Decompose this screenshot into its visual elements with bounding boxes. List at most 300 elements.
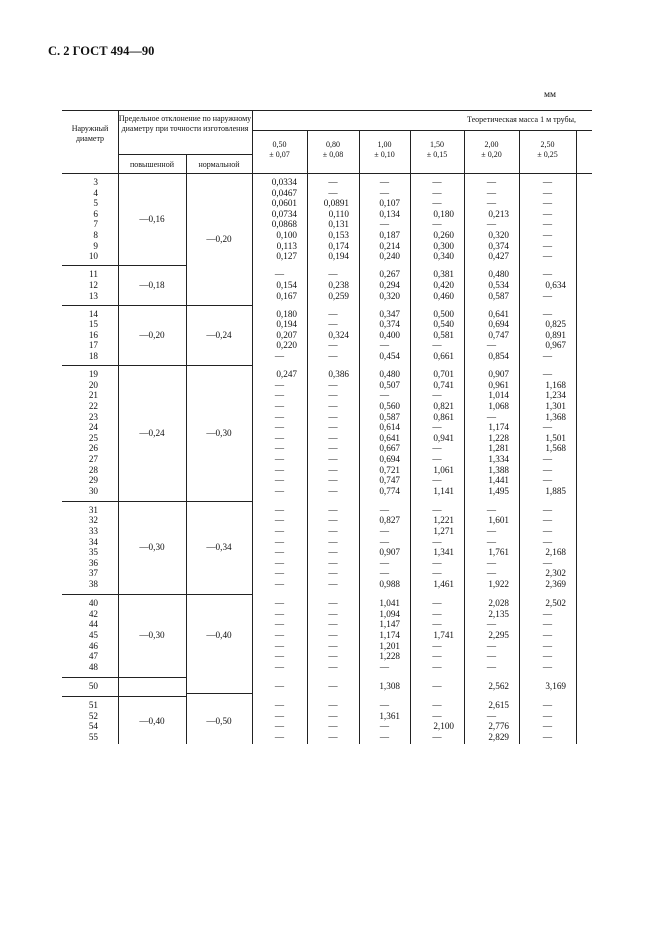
mass-value: 0,381 — [433, 269, 454, 280]
mass-value: — — [542, 629, 553, 640]
mass-value: — — [328, 557, 338, 568]
mass-value: — — [328, 475, 338, 486]
mass-value: — — [328, 453, 338, 464]
mass-value: 0,861 — [433, 411, 454, 422]
mass-value: — — [274, 411, 285, 422]
mass-value: — — [542, 290, 553, 301]
mass-value: — — [432, 651, 442, 662]
mass-value: 0,460 — [433, 290, 454, 301]
mass-value: 0,634 — [545, 279, 566, 290]
mass-value: 0,694 — [379, 453, 400, 464]
mass-value: — — [379, 661, 390, 672]
mass-value: — — [328, 187, 338, 198]
mass-value: — — [542, 230, 553, 240]
mass-value: — — [379, 568, 390, 579]
mass-value: — — [542, 251, 553, 262]
col-deviation-header: Предельное отклонение по наружному диаметру при точности изготовления — [118, 114, 252, 133]
dev-high-value: —0,30 — [139, 630, 165, 641]
mass-value: 0,320 — [379, 290, 400, 301]
mass-value: — — [274, 536, 285, 547]
mass-value: — — [328, 629, 338, 640]
mass-value: 3,169 — [545, 680, 566, 691]
outer-diameter-value: 21 — [88, 390, 98, 401]
outer-diameter-value: 32 — [88, 515, 98, 526]
table-top-rule — [62, 110, 592, 111]
mass-value: 0,0467 — [271, 187, 297, 198]
mass-value: — — [542, 661, 553, 672]
outer-diameter-value: 25 — [88, 432, 98, 443]
mass-value: — — [486, 710, 497, 721]
mass-value: — — [542, 721, 553, 732]
mass-value: 1,885 — [545, 485, 566, 496]
body-vline — [576, 173, 577, 744]
mass-value: — — [379, 721, 390, 732]
mass-value: 0,741 — [433, 379, 454, 390]
mass-value: — — [542, 699, 553, 710]
mass-value: — — [328, 619, 338, 630]
mass-value: 2,135 — [488, 608, 509, 619]
mass-value: — — [432, 710, 442, 721]
mass-value: — — [328, 731, 338, 742]
mass-value: — — [432, 453, 442, 464]
mass-value: 0,0891 — [323, 198, 349, 209]
group-separator — [62, 677, 186, 678]
mass-value: 0,324 — [328, 329, 349, 340]
mass-value: — — [432, 598, 442, 609]
mass-value: 0,854 — [488, 351, 509, 361]
group-separator — [62, 305, 186, 306]
mass-value: 0,907 — [488, 369, 509, 380]
mass-value: 0,0334 — [271, 177, 297, 187]
mass-value: — — [328, 526, 338, 536]
mass-value: 0,220 — [276, 340, 297, 351]
mass-value: 0,400 — [379, 329, 400, 340]
mass-value: — — [486, 640, 497, 651]
mass-value: 1,334 — [488, 453, 509, 464]
mass-value: — — [328, 721, 338, 732]
mass-value: 1,174 — [488, 422, 509, 433]
outer-diameter-value: 22 — [88, 400, 98, 411]
wall-thickness-label: 0,80 — [326, 140, 340, 149]
mass-value: — — [542, 351, 553, 361]
mass-value: 0,194 — [328, 251, 349, 262]
mass-value: 1,461 — [433, 579, 454, 589]
mass-value: 0,747 — [379, 475, 400, 486]
mass-value: 1,281 — [488, 443, 509, 454]
mass-value: — — [379, 219, 390, 230]
mass-value: 0,560 — [379, 400, 400, 411]
mass-value: — — [328, 390, 338, 401]
mass-value: 0,420 — [433, 279, 454, 290]
wall-thickness-label: 1,00 — [377, 140, 392, 149]
mass-value: 1,361 — [379, 710, 400, 721]
mass-value: — — [328, 351, 338, 361]
outer-diameter-value: 4 — [93, 187, 98, 198]
mass-value: 2,302 — [545, 568, 566, 579]
mass-value: 0,907 — [379, 547, 400, 558]
mass-value: — — [328, 568, 338, 579]
mass-value: — — [542, 187, 553, 198]
mass-value: — — [274, 640, 285, 651]
col-dev-high-header: повышенной — [130, 160, 174, 169]
mass-value: 2,829 — [488, 731, 509, 742]
mass-value: 0,259 — [328, 290, 349, 301]
mass-value: — — [274, 485, 285, 496]
mass-value: 1,041 — [379, 598, 400, 609]
mass-value: 1,271 — [433, 526, 454, 536]
mass-value: 0,587 — [488, 290, 509, 301]
mass-value: 0,0868 — [271, 219, 297, 230]
mass-value: 0,454 — [379, 351, 400, 361]
mass-value: — — [274, 269, 285, 280]
mass-value: — — [328, 319, 338, 330]
dev-high-value: —0,24 — [139, 427, 165, 438]
mass-value: 2,028 — [488, 598, 509, 609]
mass-value: 0,427 — [488, 251, 509, 262]
mass-value: 0,347 — [379, 308, 400, 319]
outer-diameter-value: 55 — [88, 731, 98, 742]
mass-value: 2,369 — [545, 579, 566, 589]
mass-value: — — [274, 699, 285, 710]
mass-value: 0,180 — [433, 208, 454, 219]
mass-value: 2,562 — [488, 680, 509, 691]
mass-value: — — [328, 579, 338, 589]
mass-value: 1,741 — [433, 629, 454, 640]
mass-value: 2,100 — [433, 721, 454, 732]
mass-value: — — [432, 731, 442, 742]
dev-high-value: —0,20 — [139, 330, 165, 341]
outer-diameter-value: 18 — [88, 351, 98, 361]
outer-diameter-value: 23 — [88, 411, 98, 422]
mass-value: 0,661 — [433, 351, 454, 361]
outer-diameter-value: 44 — [88, 619, 98, 630]
mass-value: 1,301 — [545, 400, 566, 411]
mass-value: 0,480 — [488, 269, 509, 280]
wall-thickness-label: 2,00 — [484, 140, 499, 149]
mass-value: — — [542, 619, 553, 630]
group-separator — [186, 305, 252, 306]
mass-value: — — [328, 177, 338, 187]
mass-value: — — [274, 619, 285, 630]
mass-value: — — [432, 661, 442, 672]
mass-value: — — [542, 219, 553, 230]
header-vline — [410, 130, 411, 173]
mass-value: 0,386 — [328, 369, 349, 380]
mass-value: 1,441 — [488, 475, 509, 486]
mass-value: — — [274, 504, 285, 515]
mass-value: 0,587 — [379, 411, 400, 422]
mass-value: 1,761 — [488, 547, 509, 558]
mass-value: 0,194 — [276, 319, 297, 330]
mass-value: — — [432, 390, 442, 401]
mass-value: 0,641 — [379, 432, 400, 443]
mass-value: — — [328, 515, 338, 526]
mass-value: 1,141 — [433, 485, 454, 496]
mass-value: — — [542, 557, 553, 568]
mass-value: — — [432, 187, 442, 198]
outer-diameter-value: 36 — [88, 557, 98, 568]
mass-value: — — [432, 475, 442, 486]
dev-high-value: —0,16 — [139, 214, 165, 225]
mass-value: — — [328, 651, 338, 662]
header-vline — [464, 130, 465, 173]
mass-value: 1,601 — [488, 515, 509, 526]
outer-diameter-value: 52 — [88, 710, 98, 721]
mass-value: 0,134 — [379, 208, 400, 219]
mass-value: — — [328, 536, 338, 547]
mass-value: — — [274, 608, 285, 619]
header-vline — [519, 130, 520, 173]
mass-value: 1,221 — [433, 515, 454, 526]
group-separator — [62, 501, 186, 502]
mass-value: — — [542, 504, 553, 515]
mass-value: — — [432, 568, 442, 579]
mass-value: — — [274, 400, 285, 411]
mass-value: — — [328, 443, 338, 454]
mass-value: — — [542, 177, 553, 187]
mass-value: 0,100 — [276, 230, 297, 240]
mass-value: — — [486, 526, 497, 536]
mass-table — [62, 110, 592, 810]
mass-value: 2,776 — [488, 721, 509, 732]
dev-normal-value: —0,20 — [206, 234, 232, 245]
mass-value: — — [432, 699, 442, 710]
outer-diameter-value: 48 — [88, 661, 98, 672]
mass-value: — — [542, 608, 553, 619]
mass-value: — — [542, 515, 553, 526]
outer-diameter-value: 20 — [88, 379, 98, 390]
header-vline — [252, 110, 253, 173]
mass-value: — — [328, 608, 338, 619]
dev-normal-value: —0,50 — [206, 716, 232, 727]
mass-value: 0,180 — [276, 308, 297, 319]
mass-value: — — [274, 453, 285, 464]
mass-value: — — [486, 661, 497, 672]
mass-value: — — [542, 651, 553, 662]
mass-value: — — [328, 547, 338, 558]
mass-value: 1,147 — [379, 619, 400, 630]
mass-value: 1,061 — [433, 464, 454, 475]
header-vline — [359, 130, 360, 173]
mass-value: — — [542, 464, 553, 475]
mass-value: — — [274, 422, 285, 433]
mass-value: — — [542, 453, 553, 464]
mass-value: — — [328, 598, 338, 609]
mass-value: — — [274, 464, 285, 475]
mass-value: — — [432, 177, 442, 187]
col-outer-header: Наружный диаметр — [71, 124, 109, 143]
outer-diameter-value: 11 — [89, 269, 98, 280]
mass-value: — — [379, 526, 390, 536]
mass-value: 0,294 — [379, 279, 400, 290]
mass-value: — — [274, 526, 285, 536]
outer-diameter-value: 6 — [93, 208, 98, 219]
outer-diameter-value: 9 — [93, 240, 98, 251]
group-separator — [186, 594, 252, 595]
mass-value: 1,014 — [488, 390, 509, 401]
outer-diameter-value: 54 — [88, 721, 98, 732]
group-separator — [186, 501, 252, 502]
mass-value: — — [486, 568, 497, 579]
mass-header-rule — [252, 130, 592, 131]
mass-value: — — [328, 269, 338, 280]
mass-value: 2,502 — [545, 598, 566, 609]
mass-value: — — [432, 536, 442, 547]
mass-value: — — [274, 579, 285, 589]
mass-value: — — [328, 504, 338, 515]
mass-value: — — [274, 651, 285, 662]
mass-value: — — [328, 400, 338, 411]
outer-diameter-value: 7 — [93, 219, 98, 230]
mass-value: — — [379, 536, 390, 547]
body-vline — [186, 173, 187, 744]
mass-value: — — [274, 568, 285, 579]
mass-value: — — [542, 422, 553, 433]
mass-value: 0,961 — [488, 379, 509, 390]
outer-diameter-value: 42 — [88, 608, 98, 619]
mass-value: — — [328, 340, 338, 351]
mass-value: 0,500 — [433, 308, 454, 319]
mass-value: — — [432, 198, 442, 209]
mass-value: — — [432, 504, 442, 515]
wall-thickness-label: 0,50 — [272, 140, 287, 149]
col-mass-header: Теоретическая масса 1 м трубы, — [467, 115, 576, 124]
mass-value: 0,721 — [379, 464, 400, 475]
mass-value: 0,581 — [433, 329, 454, 340]
body-vline — [307, 173, 308, 744]
mass-value: 1,501 — [545, 432, 566, 443]
mass-value: — — [274, 680, 285, 691]
mass-value: — — [274, 710, 285, 721]
mass-value: — — [379, 390, 390, 401]
outer-diameter-value: 38 — [88, 579, 98, 589]
mass-value: — — [328, 379, 338, 390]
mass-value: — — [432, 640, 442, 651]
wall-tolerance-label: ± 0,20 — [481, 150, 502, 159]
outer-diameter-value: 3 — [93, 177, 98, 187]
mass-value: 1,922 — [488, 579, 509, 589]
mass-value: — — [432, 422, 442, 433]
mass-value: — — [432, 219, 442, 230]
outer-diameter-value: 37 — [88, 568, 98, 579]
mass-value: 0,260 — [433, 230, 454, 240]
outer-diameter-value: 24 — [88, 422, 98, 433]
body-vline — [118, 173, 119, 744]
dev-normal-value: —0,30 — [206, 427, 232, 438]
mass-value: — — [274, 721, 285, 732]
outer-diameter-value: 34 — [88, 536, 98, 547]
mass-value: 2,295 — [488, 629, 509, 640]
dev-subheader-rule — [118, 154, 252, 155]
mass-value: 0,374 — [379, 319, 400, 330]
mass-value: — — [486, 198, 497, 209]
mass-value: 0,941 — [433, 432, 454, 443]
outer-diameter-value: 8 — [93, 230, 98, 240]
outer-diameter-value: 19 — [88, 369, 98, 380]
outer-diameter-value: 5 — [93, 198, 98, 209]
mass-value: 0,667 — [379, 443, 400, 454]
mass-value: — — [486, 340, 497, 351]
mass-value: 0,891 — [545, 329, 566, 340]
wall-tolerance-label: ± 0,15 — [426, 150, 448, 159]
mass-value: 0,154 — [276, 279, 297, 290]
mass-value: 0,240 — [379, 251, 400, 262]
group-separator — [62, 696, 186, 697]
mass-value: — — [274, 661, 285, 672]
dev-high-value: —0,18 — [139, 280, 165, 291]
body-vline — [359, 173, 360, 744]
mass-value: — — [274, 390, 285, 401]
mass-value: 0,153 — [328, 230, 349, 240]
mass-value: 0,238 — [328, 279, 349, 290]
mass-value: — — [328, 308, 338, 319]
mass-value: 0,113 — [276, 240, 297, 251]
mass-value: — — [274, 443, 285, 454]
mass-value: — — [542, 240, 553, 251]
mass-value: 1,068 — [488, 400, 509, 411]
mass-value: — — [432, 443, 442, 454]
mass-value: 0,107 — [379, 198, 400, 209]
group-separator — [62, 365, 186, 366]
outer-diameter-value: 50 — [88, 680, 98, 691]
mass-value: — — [486, 187, 497, 198]
mass-value: — — [486, 411, 497, 422]
body-vline — [410, 173, 411, 744]
outer-diameter-value: 46 — [88, 640, 98, 651]
outer-diameter-value: 45 — [88, 629, 98, 640]
mass-value: 1,341 — [433, 547, 454, 558]
dev-high-value: —0,30 — [139, 542, 165, 553]
mass-value: 0,320 — [488, 230, 509, 240]
mass-value: — — [379, 557, 390, 568]
mass-value: 0,701 — [433, 369, 454, 380]
mass-value: — — [432, 619, 442, 630]
mass-value: — — [328, 710, 338, 721]
outer-diameter-value: 27 — [88, 453, 98, 464]
outer-diameter-value: 30 — [88, 485, 98, 496]
mass-value: 2,168 — [545, 547, 566, 558]
mass-value: 1,308 — [379, 680, 400, 691]
mass-value: — — [542, 640, 553, 651]
mass-value: — — [379, 340, 390, 351]
mass-value: 0,747 — [488, 329, 509, 340]
mass-value: 1,094 — [379, 608, 400, 619]
mass-value: — — [274, 475, 285, 486]
mass-value: 0,213 — [488, 208, 509, 219]
mass-value: 1,174 — [379, 629, 400, 640]
outer-diameter-value: 40 — [88, 598, 98, 609]
mass-value: 0,110 — [328, 208, 349, 219]
mass-value: — — [328, 680, 338, 691]
header-vline — [307, 130, 308, 173]
mass-value: — — [486, 504, 497, 515]
mass-value: 1,234 — [545, 390, 566, 401]
wall-thickness-label: 2,50 — [540, 140, 555, 149]
mass-value: 0,127 — [276, 251, 297, 262]
dev-normal-value: —0,24 — [206, 330, 232, 341]
outer-diameter-value: 51 — [88, 699, 98, 710]
mass-value: 0,167 — [276, 290, 297, 301]
mass-value: — — [328, 464, 338, 475]
outer-diameter-value: 17 — [88, 340, 98, 351]
page-header: С. 2 ГОСТ 494—90 — [48, 44, 155, 58]
outer-diameter-value: 26 — [88, 443, 98, 454]
outer-diameter-value: 29 — [88, 475, 98, 486]
mass-value: 1,228 — [488, 432, 509, 443]
mass-value: — — [274, 379, 285, 390]
outer-diameter-value: 33 — [88, 526, 98, 536]
mass-value: 0,534 — [488, 279, 509, 290]
